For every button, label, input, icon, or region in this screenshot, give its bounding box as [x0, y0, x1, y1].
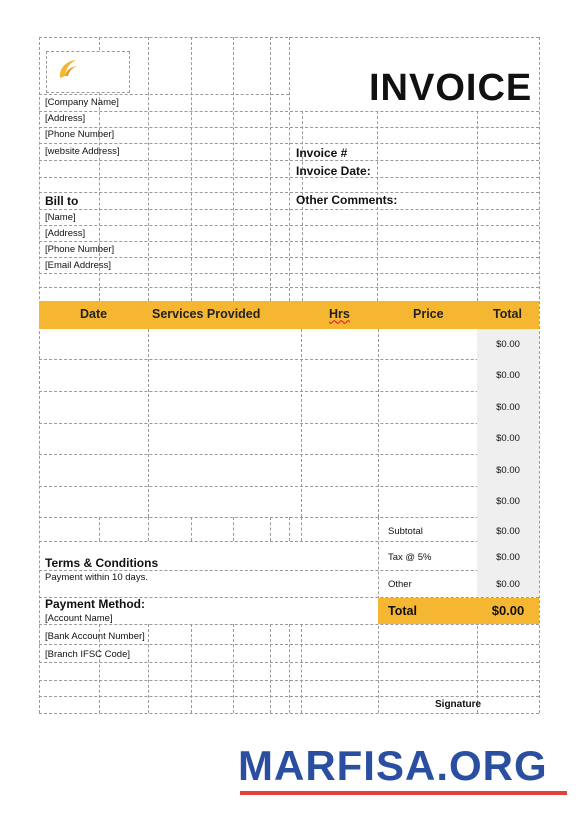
grid-line: [39, 257, 539, 258]
grid-line: [39, 127, 539, 128]
grid-line: [270, 624, 271, 713]
header-price: Price: [413, 307, 444, 321]
header-services: Services Provided: [152, 307, 261, 321]
row-total: $0.00: [496, 496, 520, 507]
grid-line: [39, 273, 539, 274]
company-website[interactable]: [website Address]: [45, 146, 120, 157]
grid-line: [39, 696, 539, 697]
bill-to-name[interactable]: [Name]: [45, 212, 76, 223]
tax-value: $0.00: [496, 552, 520, 563]
bill-to-heading: Bill to: [45, 194, 79, 208]
grid-line: [39, 111, 539, 112]
invoice-sheet: [39, 37, 539, 713]
bill-to-phone[interactable]: [Phone Number]: [45, 244, 115, 255]
row-total: $0.00: [496, 339, 520, 350]
terms-heading: Terms & Conditions: [45, 556, 159, 570]
grid-line: [270, 37, 271, 301]
invoice-date-label: Invoice Date:: [296, 164, 371, 178]
payment-ifsc[interactable]: [Branch IFSC Code]: [45, 649, 131, 660]
grid-line: [148, 624, 149, 713]
company-address[interactable]: [Address]: [45, 113, 86, 124]
grid-line: [39, 713, 539, 714]
invoice-number-label: Invoice #: [296, 146, 348, 160]
grid-line: [233, 624, 234, 713]
grid-line: [233, 517, 234, 541]
row-total: $0.00: [496, 402, 520, 413]
grid-line: [270, 517, 271, 541]
grid-line: [39, 143, 539, 144]
grid-line: [39, 644, 539, 645]
grid-line: [39, 391, 539, 392]
company-phone[interactable]: [Phone Number]: [45, 129, 115, 140]
total-label: Total: [388, 604, 417, 618]
grid-line: [289, 624, 290, 713]
payment-method-heading: Payment Method:: [45, 597, 146, 611]
row-total: $0.00: [496, 465, 520, 476]
other-value: $0.00: [496, 579, 520, 590]
grid-line: [39, 359, 539, 360]
header-hrs: Hrs: [329, 307, 350, 321]
invoice-title: INVOICE: [369, 67, 533, 109]
grid-line: [39, 680, 539, 681]
signature-label: Signature: [435, 699, 482, 710]
grid-line: [191, 517, 192, 541]
grid-line: [39, 225, 539, 226]
grid-line: [39, 454, 539, 455]
grid-line: [39, 192, 539, 193]
grid-line: [301, 517, 302, 541]
watermark-underline: [240, 791, 567, 795]
grand-total: $0.00: [491, 603, 525, 618]
grid-line: [289, 37, 290, 301]
grid-line: [39, 541, 539, 542]
payment-bank-account[interactable]: [Bank Account Number]: [45, 631, 145, 642]
grid-line: [539, 37, 540, 713]
grid-line: [148, 517, 149, 541]
grid-line: [148, 37, 149, 301]
grid-line: [39, 486, 539, 487]
payment-account-name[interactable]: [Account Name]: [45, 613, 113, 624]
grid-line: [39, 160, 539, 161]
logo-placeholder[interactable]: [46, 51, 130, 93]
bill-to-address[interactable]: [Address]: [45, 228, 86, 239]
row-total: $0.00: [496, 370, 520, 381]
grid-line: [191, 624, 192, 713]
tax-label: Tax @ 5%: [388, 552, 432, 563]
grid-line: [39, 177, 539, 178]
row-total: $0.00: [496, 433, 520, 444]
table-header-band: [39, 301, 539, 329]
grid-line: [289, 517, 290, 541]
header-total: Total: [493, 307, 522, 321]
grid-line: [301, 624, 302, 713]
terms-text[interactable]: Payment within 10 days.: [45, 572, 148, 583]
other-label: Other: [388, 579, 412, 590]
bill-to-email[interactable]: [Email Address]: [45, 260, 111, 271]
watermark-logo: MARFISA.ORG: [238, 742, 548, 789]
grid-line: [39, 287, 539, 288]
company-name[interactable]: [Company Name]: [45, 97, 119, 108]
grid-line: [39, 241, 539, 242]
grid-line: [233, 37, 234, 301]
grid-line: [39, 209, 539, 210]
other-comments-label: Other Comments:: [296, 193, 398, 207]
grid-line: [39, 423, 539, 424]
subtotal-value: $0.00: [496, 526, 520, 537]
company-logo-icon: [56, 58, 80, 82]
grid-line: [191, 37, 192, 301]
grid-line: [39, 570, 539, 571]
grid-line: [99, 517, 100, 541]
subtotal-label: Subtotal: [388, 526, 423, 537]
grid-line: [39, 37, 40, 713]
header-date: Date: [80, 307, 108, 321]
grid-line: [39, 94, 289, 95]
grid-line: [39, 662, 539, 663]
